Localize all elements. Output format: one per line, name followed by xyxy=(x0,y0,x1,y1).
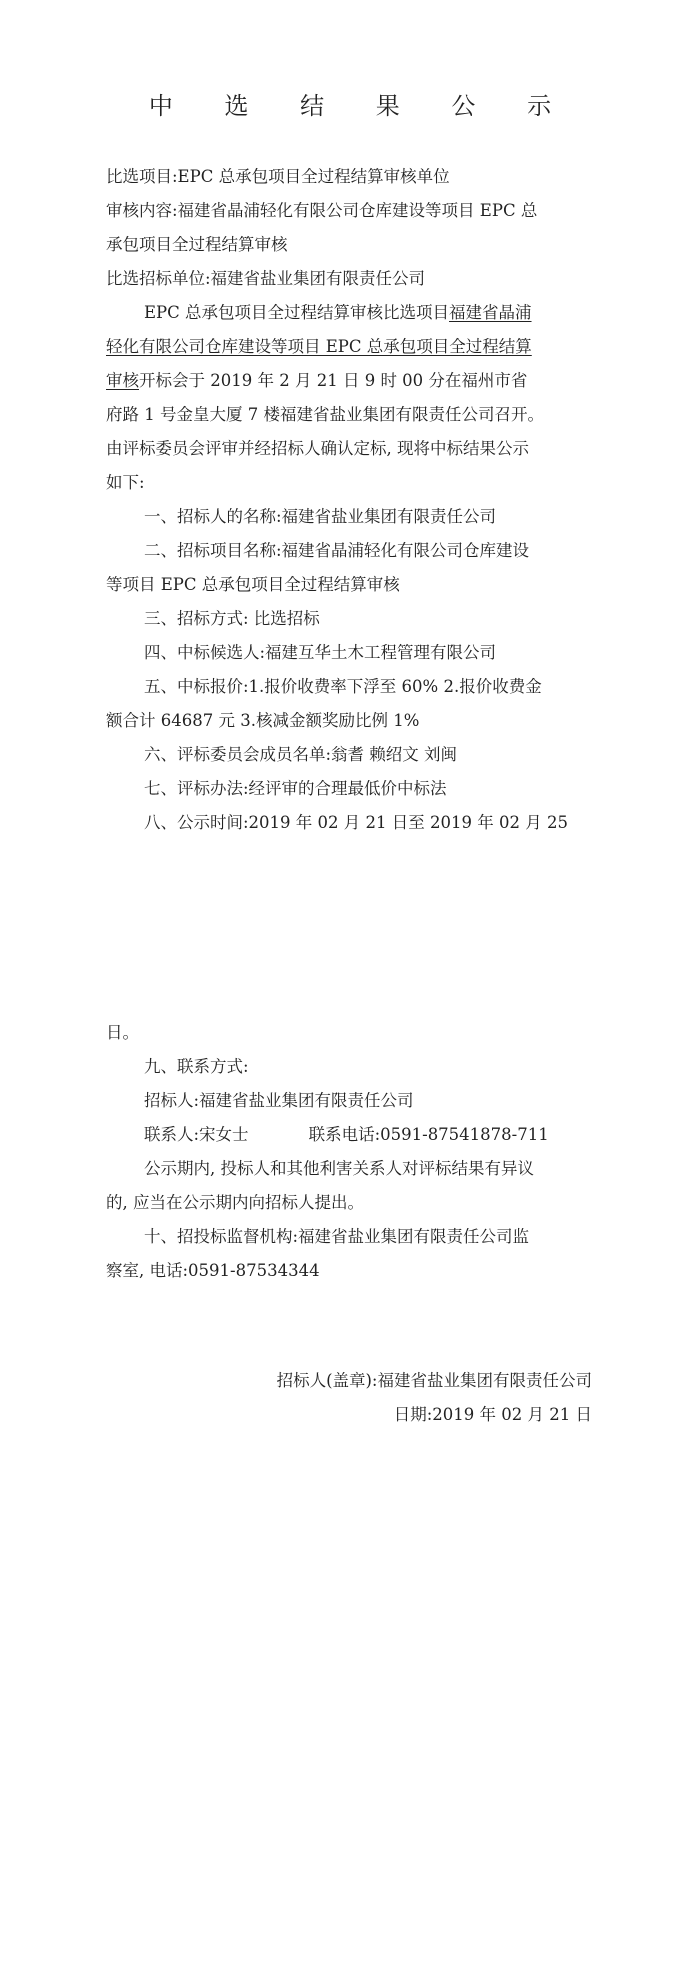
intro-line-3 xyxy=(106,370,527,392)
item-9-contact-row xyxy=(144,1124,549,1146)
page-title: 中 选 结 果 公 示 xyxy=(148,92,574,120)
item-9: 九、联系方式: xyxy=(144,1057,249,1076)
intro-text: EPC 总承包项目全过程结算审核比选项目 xyxy=(144,303,450,322)
tender-unit-line: 比选招标单位:福建省盐业集团有限责任公司 xyxy=(106,269,426,288)
intro-text: 开标会于 2019 年 2 月 21 日 9 时 00 分在福州市省 xyxy=(139,371,528,390)
intro-line-2 xyxy=(106,336,532,358)
item-2: 二、招标项目名称:福建省晶浦轻化有限公司仓库建设 xyxy=(144,541,530,560)
item-2-cont: 等项目 EPC 总承包项目全过程结算审核 xyxy=(106,575,400,594)
item-9-tenderer: 招标人:福建省盐业集团有限责任公司 xyxy=(144,1091,414,1110)
item-1: 一、招标人的名称:福建省盐业集团有限责任公司 xyxy=(144,507,497,526)
contact-person: 联系人:宋女士 xyxy=(144,1125,249,1144)
item-6: 六、评标委员会成员名单:翁耆 赖绍文 刘闽 xyxy=(144,745,458,764)
project-line: 比选项目:EPC 总承包项目全过程结算审核单位 xyxy=(106,167,450,186)
intro-underlined-project: 轻化有限公司仓库建设等项目 EPC 总承包项目全过程结算 xyxy=(106,337,532,356)
item-3: 三、招标方式: 比选招标 xyxy=(144,609,320,628)
item-8-cont: 日。 xyxy=(106,1023,139,1042)
date-line: 日期:2019 年 02 月 21 日 xyxy=(393,1405,592,1424)
intro-underlined-project: 审核 xyxy=(106,371,139,390)
intro-line-5: 由评标委员会评审并经招标人确认定标, 现将中标结果公示 xyxy=(106,439,529,458)
intro-line-1 xyxy=(144,302,532,324)
intro-underlined-project: 福建省晶浦 xyxy=(449,303,532,322)
item-5: 五、中标报价:1.报价收费率下浮至 60% 2.报价收费金 xyxy=(144,677,542,696)
item-4: 四、中标候选人:福建互华土木工程管理有限公司 xyxy=(144,643,497,662)
item-10-cont: 察室, 电话:0591-87534344 xyxy=(106,1261,320,1280)
item-5-cont: 额合计 64687 元 3.核减金额奖励比例 1% xyxy=(106,711,420,730)
intro-line-6: 如下: xyxy=(106,473,145,492)
objection-line-2: 的, 应当在公示期内向招标人提出。 xyxy=(106,1193,364,1212)
content-line-1: 审核内容:福建省晶浦轻化有限公司仓库建设等项目 EPC 总 xyxy=(106,201,538,220)
intro-line-4: 府路 1 号金皇大厦 7 楼福建省盐业集团有限责任公司召开。 xyxy=(106,405,544,424)
seal-line: 招标人(盖章):福建省盐业集团有限责任公司 xyxy=(276,1371,592,1390)
item-10: 十、招投标监督机构:福建省盐业集团有限责任公司监 xyxy=(144,1227,530,1246)
objection-line-1: 公示期内, 投标人和其他利害关系人对评标结果有异议 xyxy=(144,1159,534,1178)
content-line-2: 承包项目全过程结算审核 xyxy=(106,235,288,254)
item-7: 七、评标办法:经评审的合理最低价中标法 xyxy=(144,779,447,798)
item-8: 八、公示时间:2019 年 02 月 21 日至 2019 年 02 月 25 xyxy=(144,813,568,832)
contact-phone: 联系电话:0591-87541878-711 xyxy=(308,1125,549,1144)
